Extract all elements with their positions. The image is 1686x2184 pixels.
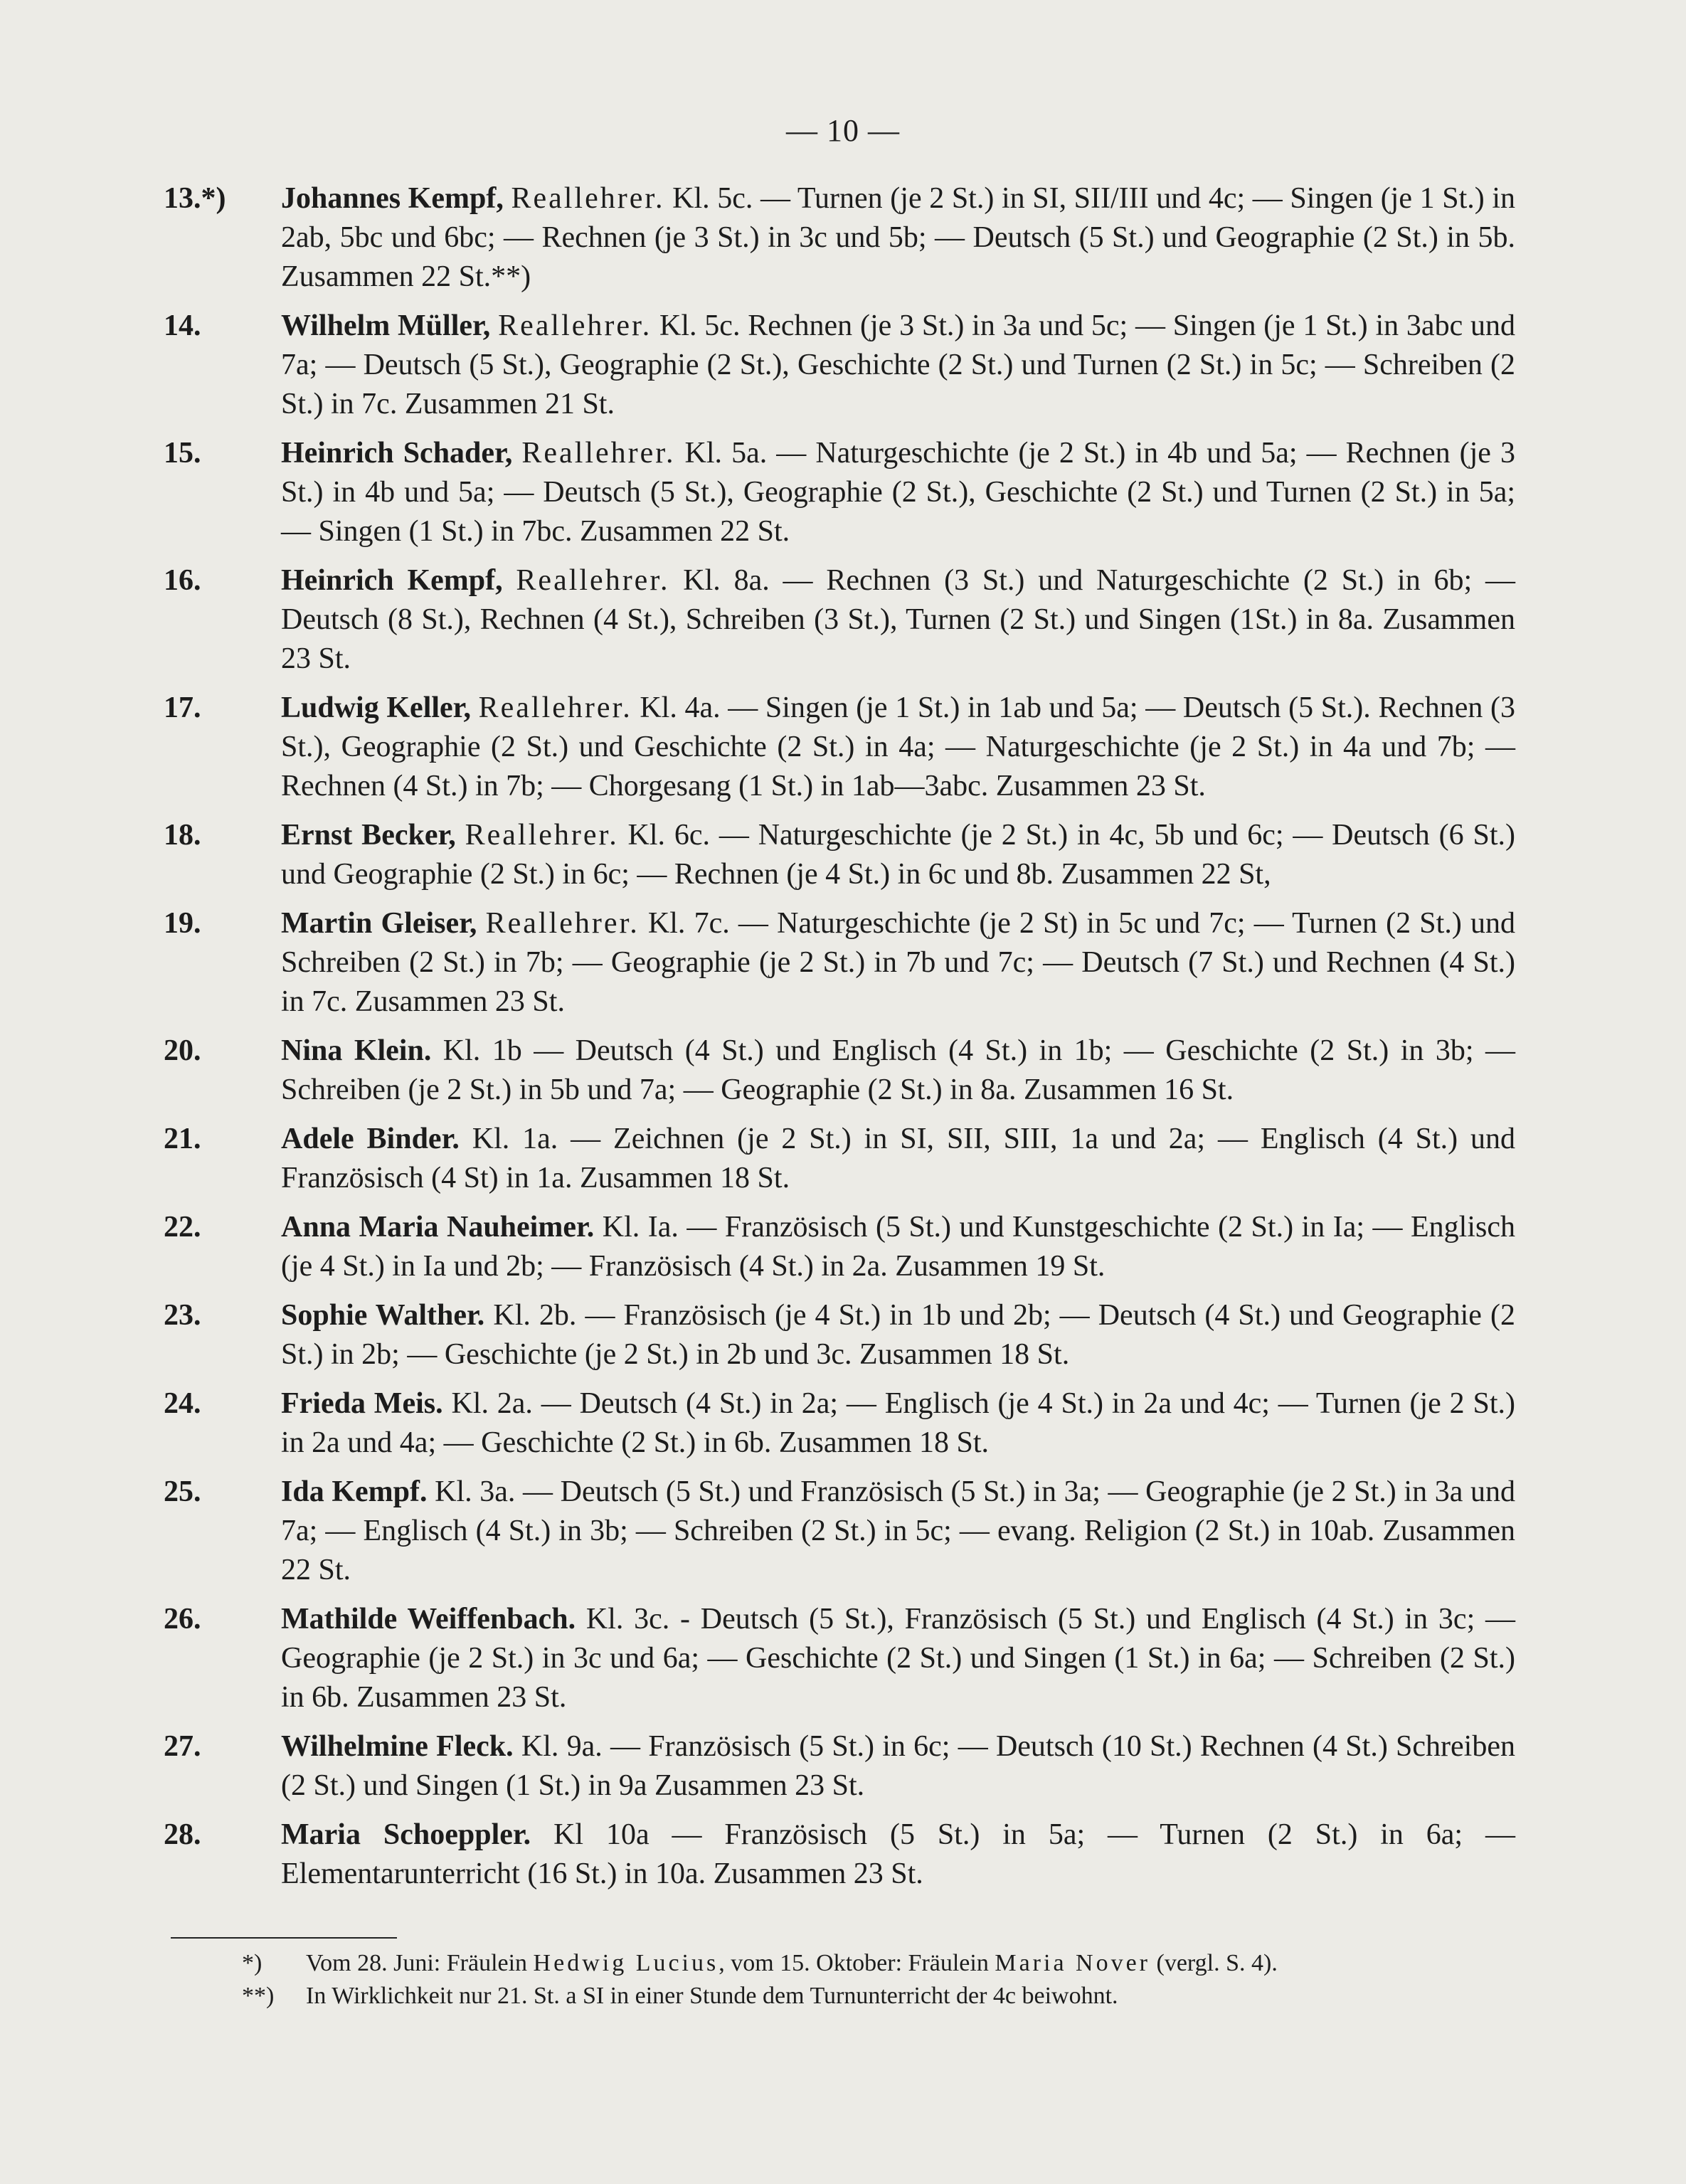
entry-number: 14. xyxy=(164,309,201,342)
footnote xyxy=(235,1947,1515,1980)
entry-number: 26. xyxy=(164,1603,201,1636)
entry-number: 23. xyxy=(164,1299,201,1332)
footnote-mark: *) xyxy=(242,1950,263,1976)
entry-text: Kl. 4a. — Singen (je 1 St.) in 1ab und 5a; — Deutsch (5 St.). Rechnen (3 St.), Geographie (2 St.) und Geschichte (2 St.) in 4a; — Naturgeschichte (je 2 St.) in 4a und 7b; — Rechnen (4 St.) in 7b; — Chorgesang (1 St.) in 1ab—3abc. Zusammen 23 St. xyxy=(281,691,1516,802)
entry-number: 19. xyxy=(164,907,201,940)
teacher-title: Reallehrer. xyxy=(516,564,670,597)
footnote-text: , vom 15. Oktober: Fräulein xyxy=(719,1950,995,1976)
footnote xyxy=(235,1980,1515,2013)
list-item xyxy=(164,1120,1515,1198)
footnote-person: Maria Nover xyxy=(995,1950,1151,1976)
teacher-title: Reallehrer. xyxy=(478,691,632,724)
entry-number: 15. xyxy=(164,437,201,470)
entry-text: Kl. 5c. Rechnen (je 3 St.) in 3a und 5c; — Singen (je 1 St.) in 3abc und 7a; — Deutsch (5 St.), Geographie (2 St.), Geschichte (2 St.) und Turnen (2 St.) in 5c; — Schreiben (2 St.) in 7c. Zusammen 21 St. xyxy=(281,309,1516,420)
entry-text: Kl. 2a. — Deutsch (4 St.) in 2a; — Englisch (je 4 St.) in 2a und 4c; — Turnen (je 2 St.) in 2a und 4a; — Geschichte (2 St.) in 6b. Zusammen 18 St. xyxy=(281,1387,1515,1459)
entry-number: 21. xyxy=(164,1123,201,1155)
footnote-divider xyxy=(171,1937,397,1939)
entry-text: Kl. 1b — Deutsch (4 St.) und Englisch (4 St.) in 1b; — Geschichte (2 St.) in 3b; — Schreiben (je 2 St.) in 5b und 7a; — Geographie (2 St.) in 8a. Zusammen 16 St. xyxy=(281,1034,1515,1106)
entry-number: 25. xyxy=(164,1475,201,1508)
teacher-name: Sophie Walther. xyxy=(281,1299,485,1332)
footnote-mark: **) xyxy=(242,1983,275,2009)
entry-number: 16. xyxy=(164,564,201,597)
entry-text: Kl. 7c. — Naturgeschichte (je 2 St) in 5c und 7c; — Turnen (2 St.) und Schreiben (2 St.) in 7b; — Geographie (je 2 St.) in 7b und 7c; — Deutsch (7 St.) und Rechnen (4 St.) in 7c. Zusammen 23 St. xyxy=(281,907,1516,1018)
teacher-name: Ernst Becker, xyxy=(281,819,456,852)
entry-text: Kl. 3c. - Deutsch (5 St.), Französisch (5 St.) und Englisch (4 St.) in 3c; — Geographie (je 2 St.) in 3c und 6a; — Geschichte (2 St.) und Singen (1 St.) in 6a; — Schreiben (2 St.) in 6b. Zusammen 23 St. xyxy=(281,1603,1515,1714)
list-item xyxy=(164,561,1515,679)
teacher-title: Reallehrer. xyxy=(465,819,619,852)
entry-number: 17. xyxy=(164,691,201,724)
list-item xyxy=(164,1473,1515,1590)
teacher-name: Anna Maria Nauheimer. xyxy=(281,1211,595,1244)
teacher-name: Ida Kempf. xyxy=(281,1475,428,1508)
entry-number: 18. xyxy=(164,819,201,852)
list-item xyxy=(164,689,1515,806)
teacher-name: Johannes Kempf, xyxy=(281,182,504,215)
list-item xyxy=(164,1815,1515,1894)
footnote-text: In Wirklichkeit nur 21. St. a SI in einer Stunde dem Turnunterricht der 4c beiwohnt. xyxy=(306,1983,1118,2009)
entry-text: Kl 10a — Französisch (5 St.) in 5a; — Turnen (2 St.) in 6a; — Elementarunterricht (16 St.) in 10a. Zusammen 23 St. xyxy=(281,1818,1515,1890)
list-item xyxy=(164,1208,1515,1286)
entry-text: Kl. 8a. — Rechnen (3 St.) und Naturgeschichte (2 St.) in 6b; — Deutsch (8 St.), Rechnen (4 St.), Schreiben (3 St.), Turnen (2 St.) und Singen (1St.) in 8a. Zusammen 23 St. xyxy=(281,564,1516,675)
entry-text: Kl. 5c. — Turnen (je 2 St.) in SI, SII/III und 4c; — Singen (je 1 St.) in 2ab, 5bc und 6bc; — Rechnen (je 3 St.) in 3c und 5b; — Deutsch (5 St.) und Geographie (2 St.) in 5b. Zusammen 22 St.**) xyxy=(281,182,1516,293)
list-item xyxy=(164,1296,1515,1374)
teacher-name: Frieda Meis. xyxy=(281,1387,443,1420)
entry-text: Kl. 2b. — Französisch (je 4 St.) in 1b und 2b; — Deutsch (4 St.) und Geographie (2 St.) in 2b; — Geschichte (je 2 St.) in 2b und 3c. Zusammen 18 St. xyxy=(281,1299,1515,1371)
footnote-text: Vom 28. Juni: Fräulein xyxy=(306,1950,534,1976)
teacher-name: Heinrich Kempf, xyxy=(281,564,503,597)
teacher-title: Reallehrer. xyxy=(498,309,652,342)
entry-text: Kl. 6c. — Naturgeschichte (je 2 St.) in 4c, 5b und 6c; — Deutsch (6 St.) und Geographie (2 St.) in 6c; — Rechnen (je 4 St.) in 6c und 8b. Zusammen 22 St, xyxy=(281,819,1515,891)
list-item xyxy=(164,1600,1515,1717)
teacher-title: Reallehrer. xyxy=(511,182,665,215)
teacher-list xyxy=(164,179,1515,1904)
list-item xyxy=(164,904,1515,1022)
teacher-title: Reallehrer. xyxy=(521,437,676,470)
teacher-name: Mathilde Weiffenbach. xyxy=(281,1603,576,1636)
entry-number: 20. xyxy=(164,1034,201,1067)
list-item xyxy=(164,1032,1515,1110)
entry-text: Kl. 5a. — Naturgeschichte (je 2 St.) in 4b und 5a; — Rechnen (je 3 St.) in 4b und 5a; — Deutsch (5 St.), Geographie (2 St.), Geschichte (2 St.) und Turnen (2 St.) in 5a; — Singen (1 St.) in 7bc. Zusammen 22 St. xyxy=(281,437,1516,548)
list-item xyxy=(164,1727,1515,1806)
teacher-name: Ludwig Keller, xyxy=(281,691,471,724)
entry-text: Kl. 3a. — Deutsch (5 St.) und Französisch (5 St.) in 3a; — Geographie (je 2 St.) in 3a und 7a; — Englisch (4 St.) in 3b; — Schreiben (2 St.) in 5c; — evang. Religion (2 St.) in 10ab. Zusammen 22 St. xyxy=(281,1475,1515,1586)
entry-number: 27. xyxy=(164,1730,201,1763)
entry-number: 13.*) xyxy=(164,182,226,215)
list-item xyxy=(164,816,1515,894)
footnotes xyxy=(235,1947,1515,2013)
footnote-text: (vergl. S. 4). xyxy=(1150,1950,1278,1976)
teacher-name: Heinrich Schader, xyxy=(281,437,513,470)
entry-text: Kl. 1a. — Zeichnen (je 2 St.) in SI, SII, SIII, 1a und 2a; — Englisch (4 St.) und Französisch (4 St) in 1a. Zusammen 18 St. xyxy=(281,1123,1516,1194)
entry-number: 28. xyxy=(164,1818,201,1851)
list-item xyxy=(164,434,1515,551)
page-number: — 10 — xyxy=(786,113,900,148)
list-item xyxy=(164,179,1515,297)
list-item xyxy=(164,307,1515,424)
teacher-name: Nina Klein. xyxy=(281,1034,432,1067)
teacher-name: Wilhelmine Fleck. xyxy=(281,1730,514,1763)
teacher-name: Martin Gleiser, xyxy=(281,907,477,940)
entry-number: 24. xyxy=(164,1387,201,1420)
teacher-title: Reallehrer. xyxy=(485,907,640,940)
footnote-person: Hedwig Lucius xyxy=(533,1950,719,1976)
entry-text: Kl. 9a. — Französisch (5 St.) in 6c; — Deutsch (10 St.) Rechnen (4 St.) Schreiben (2 St.) und Singen (1 St.) in 9a Zusammen 23 St. xyxy=(281,1730,1515,1802)
teacher-name: Adele Binder. xyxy=(281,1123,460,1155)
entry-text: Kl. Ia. — Französisch (5 St.) und Kunstgeschichte (2 St.) in Ia; — Englisch (je 4 St.) in Ia und 2b; — Französisch (4 St.) in 2a. Zusammen 19 St. xyxy=(281,1211,1515,1283)
teacher-name: Wilhelm Müller, xyxy=(281,309,491,342)
teacher-name: Maria Schoeppler. xyxy=(281,1818,531,1851)
entry-number: 22. xyxy=(164,1211,201,1244)
list-item xyxy=(164,1384,1515,1463)
